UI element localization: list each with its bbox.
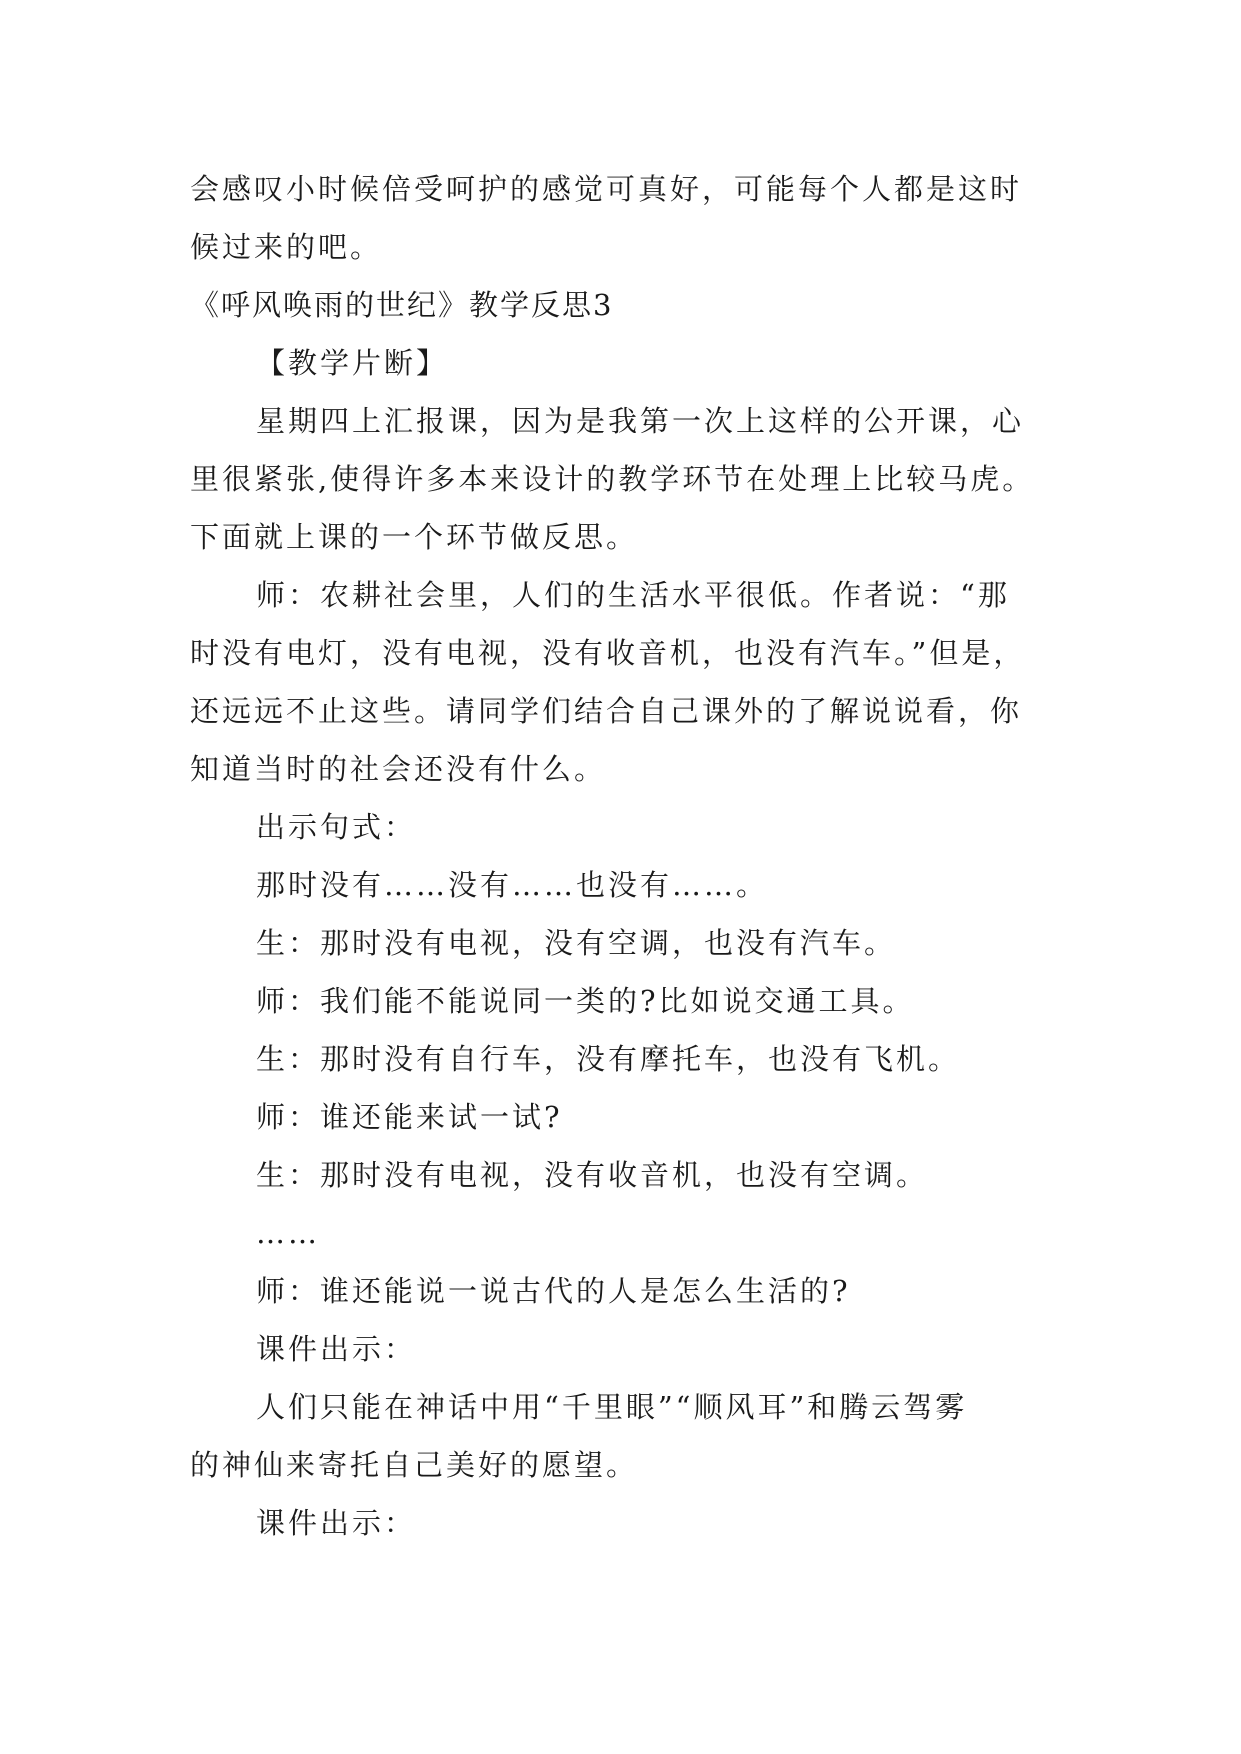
text-line: 知道当时的社会还没有什么。 (190, 752, 607, 786)
text-line: …… (256, 1216, 320, 1250)
text-line: 师：我们能不能说同一类的?比如说交通工具。 (256, 984, 915, 1018)
text-line: 星期四上汇报课，因为是我第一次上这样的公开课，心 (256, 404, 1025, 438)
text-line: 候过来的吧。 (190, 230, 383, 264)
text-line: 生：那时没有自行车，没有摩托车，也没有飞机。 (256, 1042, 961, 1076)
text-line: 师：谁还能来试一试? (256, 1100, 563, 1134)
section-title: 《呼风唤雨的世纪》教学反思3 (190, 288, 614, 322)
text-line: 课件出示： (256, 1506, 417, 1540)
text-line: 师：谁还能说一说古代的人是怎么生活的? (256, 1274, 851, 1308)
text-line: 生：那时没有电视，没有空调，也没有汽车。 (256, 926, 897, 960)
text-line: 师：农耕社会里，人们的生活水平很低。作者说：“那 (256, 578, 1010, 612)
text-line: 的神仙来寄托自己美好的愿望。 (190, 1448, 639, 1482)
text-line: 人们只能在神话中用“千里眼”“顺风耳”和腾云驾雾 (256, 1390, 968, 1424)
text-line: 会感叹小时候倍受呵护的感觉可真好，可能每个人都是这时 (190, 172, 1023, 206)
text-line: 时没有电灯，没有电视，没有收音机，也没有汽车。”但是， (190, 636, 1026, 670)
text-line: 里很紧张,使得许多本来设计的教学环节在处理上比较马虎。 (190, 462, 1035, 496)
text-line: 那时没有……没有……也没有……。 (256, 868, 769, 902)
section-subheading: 【教学片断】 (256, 346, 449, 380)
text-line: 生：那时没有电视，没有收音机，也没有空调。 (256, 1158, 929, 1192)
text-line: 下面就上课的一个环节做反思。 (190, 520, 639, 554)
text-line: 课件出示： (256, 1332, 417, 1366)
document-body (190, 160, 1070, 1552)
text-line: 出示句式： (256, 810, 417, 844)
text-line: 还远远不止这些。请同学们结合自己课外的了解说说看，你 (190, 694, 1023, 728)
